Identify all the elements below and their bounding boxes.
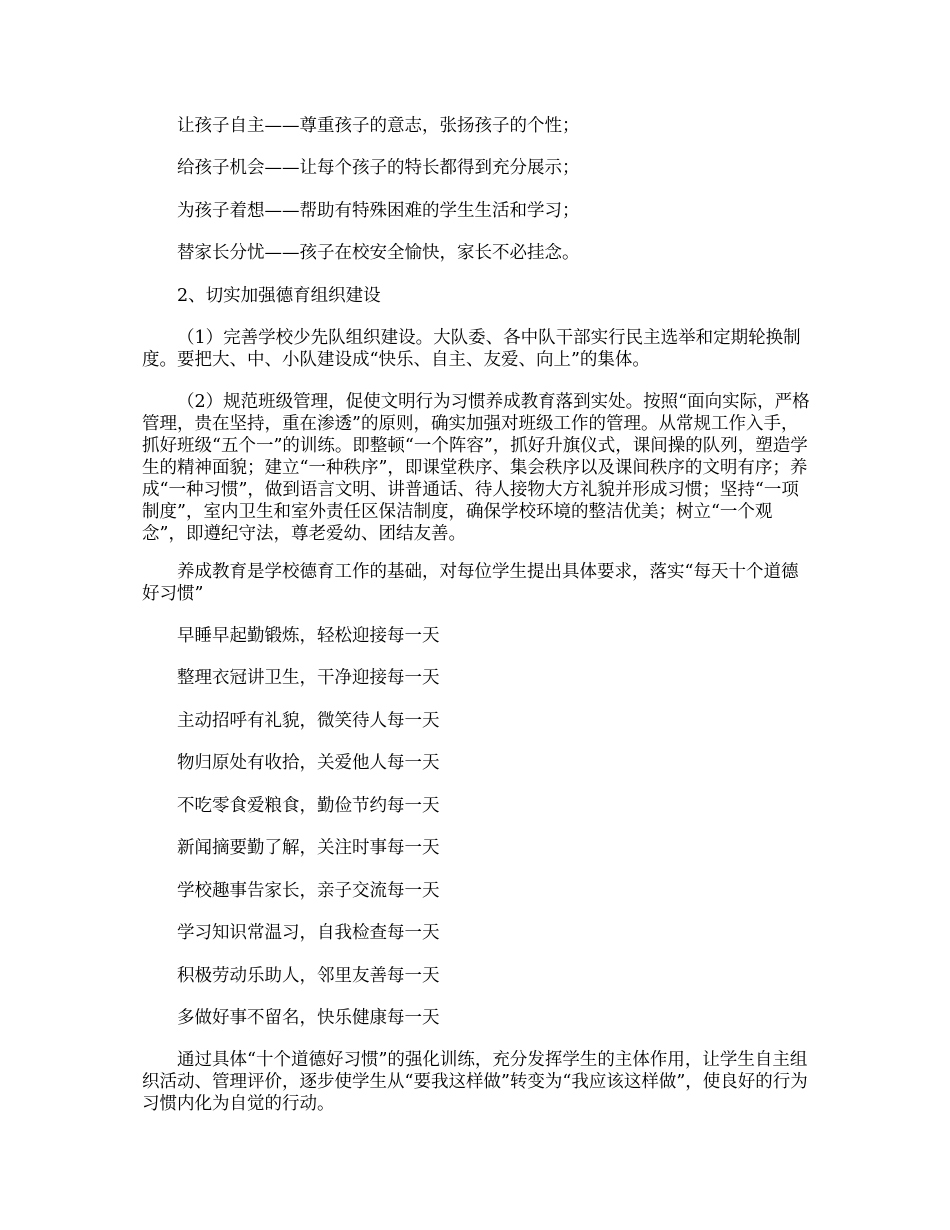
habit-item: 学习知识常温习，自我检查每一天 [177, 923, 440, 943]
habit-item: 多做好事不留名，快乐健康每一天 [177, 1008, 440, 1028]
habit-item: 不吃零食爱粮食，勤俭节约每一天 [177, 796, 440, 816]
intro-line: 给孩子机会——让每个孩子的特长都得到充分展示； [177, 158, 580, 178]
habit-item: 新闻摘要勤了解，关注时事每一天 [177, 838, 440, 858]
section-heading: 2、切实加强德育组织建设 [177, 286, 381, 306]
habit-item: 学校趣事告家长，亲子交流每一天 [177, 881, 440, 901]
intro-line: 让孩子自主——尊重孩子的意志，张扬孩子的个性； [177, 116, 580, 136]
habit-item: 早睡早起勤锻炼，轻松迎接每一天 [177, 626, 440, 646]
habit-item: 积极劳动乐助人，邻里友善每一天 [177, 966, 440, 986]
intro-line: 为孩子着想——帮助有特殊困难的学生生活和学习； [177, 201, 580, 221]
habit-item: 主动招呼有礼貌，微笑待人每一天 [177, 711, 440, 731]
intro-line: 替家长分忧——孩子在校安全愉快，家长不必挂念。 [177, 243, 580, 263]
paragraph-class-management: （2）规范班级管理，促使文明行为习惯养成教育落到实处。按照“面向实际，严格管理，贵在坚持，重在渗透”的原则，确实加强对班级工作的管理。从常规工作入手，抓好班级“五个一”的训练。即整顿“一个阵容”，抓好升旗仪式，课间操的队列，塑造学生的精神面貌；建立“一种秩序”，即课堂秩序、集会秩序以及课间秩序的文明有序；养成“一种习惯”，做到语言文明、讲普通话、待人接物大方礼貌并形成习惯；坚持“一项制度”，室内卫生和室外责任区保洁制度，确保学校环境的整洁优美；树立“一个观念”，即遵纪守法，尊老爱幼、团结友善。 [142, 392, 810, 544]
paragraph-organization: （1）完善学校少先队组织建设。大队委、各中队干部实行民主选举和定期轮换制度。要把大、中、小队建设成“快乐、自主、友爱、向上”的集体。 [142, 328, 801, 370]
habit-item: 物归原处有收拾，关爱他人每一天 [177, 753, 440, 773]
habit-item: 整理衣冠讲卫生，干净迎接每一天 [177, 668, 440, 688]
paragraph-habit-education: 养成教育是学校德育工作的基础，对每位学生提出具体要求，落实“每天十个道德好习惯” [142, 562, 799, 604]
paragraph-conclusion: 通过具体“十个道德好习惯”的强化训练，充分发挥学生的主体作用，让学生自主组织活动、管理评价，逐步使学生从“要我这样做”转变为“我应该这样做”，使良好的行为习惯内化为自觉的行动。 [142, 1050, 808, 1114]
